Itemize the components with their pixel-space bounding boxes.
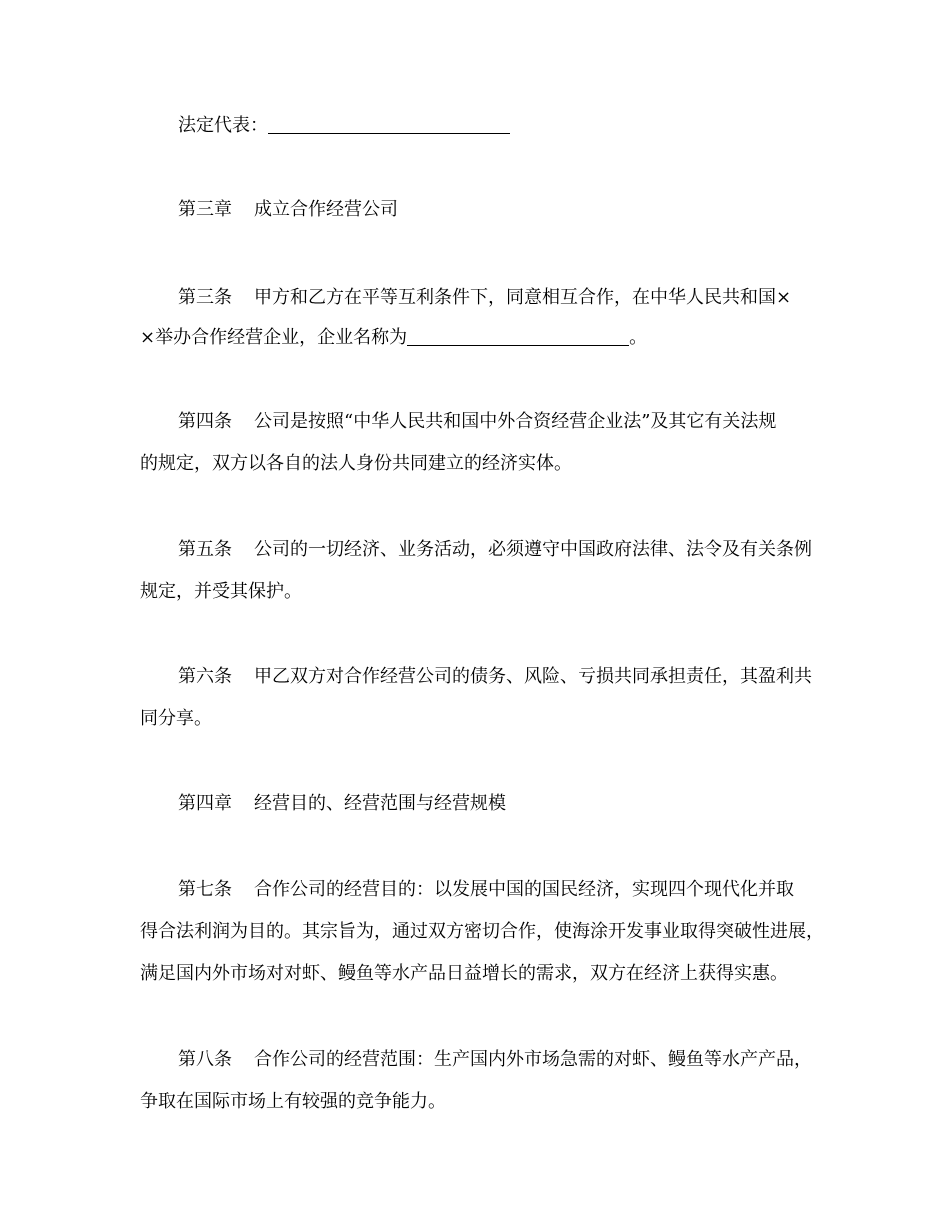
article-3-text-1: 甲方和乙方在平等互利条件下，同意相互合作，在中华人民共和国× — [254, 287, 792, 308]
chapter-3-title: 成立合作经营公司 — [254, 199, 398, 220]
article-5-text-2: 规定，并受其保护。 — [140, 581, 302, 602]
chapter-4-number: 第四章 — [178, 793, 232, 814]
legal-representative-line — [178, 114, 820, 138]
article-5-text-1: 公司的一切经济、业务活动，必须遵守中国政府法律、法令及有关条例 — [254, 539, 812, 560]
article-3-line-2 — [140, 326, 820, 350]
article-3-number: 第三条 — [178, 287, 232, 308]
article-3-line-1 — [178, 286, 820, 310]
legal-representative-label: 法定代表： — [178, 115, 268, 136]
legal-representative-blank — [268, 115, 510, 134]
company-name-blank — [407, 327, 629, 346]
article-4-line-2 — [140, 452, 820, 476]
article-7-text-1: 合作公司的经营目的：以发展中国的国民经济，实现四个现代化并取 — [254, 879, 794, 900]
article-5-line-2 — [140, 580, 820, 604]
article-8-line-2 — [140, 1090, 820, 1114]
article-7-number: 第七条 — [178, 879, 232, 900]
article-7-text-2: 得合法利润为目的。其宗旨为，通过双方密切合作，使海涂开发事业取得突破性进展， — [140, 921, 824, 942]
article-4-text-1: 公司是按照“中华人民共和国中外合资经营企业法”及其它有关法规 — [254, 411, 777, 432]
article-8-number: 第八条 — [178, 1049, 232, 1070]
article-4-number: 第四条 — [178, 411, 232, 432]
chapter-3-number: 第三章 — [178, 199, 232, 220]
article-4-line-1 — [178, 410, 820, 434]
article-3-text-2: ×举办合作经营企业，企业名称为 — [140, 327, 408, 348]
article-6-number: 第六条 — [178, 666, 232, 687]
chapter-3-heading — [178, 198, 820, 222]
article-4-text-2: 的规定，双方以各自的法人身份共同建立的经济实体。 — [140, 453, 572, 474]
article-8-text-2: 争取在国际市场上有较强的竞争能力。 — [140, 1091, 446, 1112]
chapter-4-title: 经营目的、经营范围与经营规模 — [254, 793, 506, 814]
article-6-text-1: 甲乙双方对合作经营公司的债务、风险、亏损共同承担责任，其盈利共 — [254, 666, 812, 687]
chapter-4-heading — [178, 792, 820, 816]
article-6-text-2: 同分享。 — [140, 708, 212, 729]
article-6-line-2 — [140, 707, 820, 731]
article-7-line-1 — [178, 878, 820, 902]
article-7-line-3 — [140, 962, 820, 986]
article-7-text-3: 满足国内外市场对对虾、鳗鱼等水产品日益增长的需求，双方在经济上获得实惠。 — [140, 963, 788, 984]
article-3-text-2-end: 。 — [629, 327, 648, 348]
article-5-number: 第五条 — [178, 539, 232, 560]
article-8-line-1 — [178, 1048, 820, 1072]
article-7-line-2 — [140, 920, 824, 944]
article-6-line-1 — [178, 665, 820, 689]
article-8-text-1: 合作公司的经营范围：生产国内外市场急需的对虾、鳗鱼等水产产品， — [254, 1049, 812, 1070]
article-5-line-1 — [178, 538, 820, 562]
